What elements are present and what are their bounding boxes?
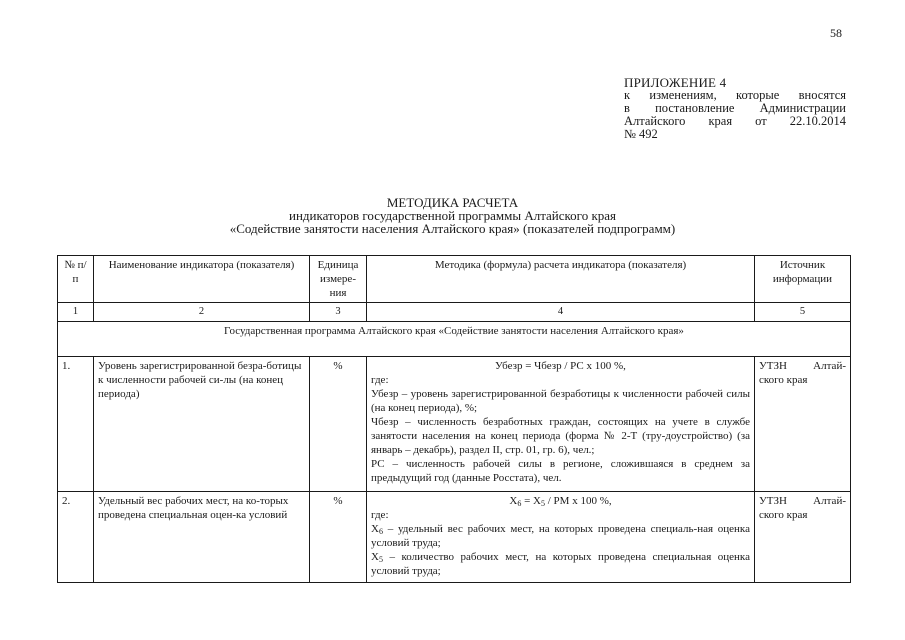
table-header-row [58, 256, 851, 303]
row-name: Уровень зарегистрированной безра-ботицы к численности рабочей си-лы (на конец периода) [94, 357, 310, 492]
appendix-line: в постановление Администрации [624, 101, 846, 115]
formula-symbol: X [509, 495, 518, 507]
formula-subscript: 6 [378, 527, 383, 536]
appendix-line: № 492 [624, 127, 658, 141]
method-line [371, 522, 750, 550]
heading-line: индикаторов государственной программы Алтайского края [288, 208, 617, 223]
method-line: Убезр – уровень зарегистрированной безработицы к численности рабочей силы (на конец периода), %; [371, 388, 750, 414]
table-row [58, 357, 851, 492]
formula-rest: / РМ х 100 %, [545, 495, 612, 507]
column-number: 4 [367, 303, 755, 322]
document-heading [0, 196, 905, 235]
column-number: 5 [755, 303, 851, 322]
row-num: 1. [58, 357, 94, 492]
appendix-line: Алтайского края от 22.10.2014 [624, 114, 846, 128]
section-row [58, 322, 851, 357]
row-formula: Убезр = Чбезр / РС х 100 %, [495, 360, 626, 372]
row-source: УТЗН Алтай-ского края [755, 357, 851, 492]
formula-symbol: X [371, 523, 379, 535]
row-name: Удельный вес рабочих мест, на ко-торых проведена специальная оцен-ка условий [94, 492, 310, 583]
section-title: Государственная программа Алтайского края «Содействие занятости населения Алтайского края» [58, 322, 851, 357]
method-text: – удельный вес рабочих мест, на которых проведена специаль-ная оценка условий труда; [371, 523, 750, 549]
page-number: 58 [830, 26, 842, 40]
method-where: где: [371, 509, 389, 521]
method-line [371, 550, 750, 578]
formula-subscript: 6 [517, 499, 522, 508]
method-line: РС – численность рабочей силы в регионе, сложившаяся в среднем за предыдущий год (данные Росстата), чел. [371, 458, 750, 484]
method-where: где: [371, 374, 389, 386]
formula-subscript: 5 [378, 555, 383, 564]
formula-symbol: X [371, 551, 379, 563]
row-method [367, 492, 755, 583]
indicators-table [57, 255, 851, 583]
row-method [367, 357, 755, 492]
row-unit: % [310, 357, 367, 492]
row-source: УТЗН Алтай-ского края [755, 492, 851, 583]
heading-title: МЕТОДИКА РАСЧЕТА [386, 195, 519, 210]
appendix-block [624, 76, 846, 141]
method-line: Чбезр – численность безработных граждан, состоящих на учете в службе занятости населения на конец периода (форма № 2-Т (тру-доустройство) (за январь – декабрь), раздел II, стр. 01, гр. 6), чел.; [371, 416, 750, 456]
header-name: Наименование индикатора (показателя) [94, 256, 310, 303]
header-source: Источник информации [755, 256, 851, 303]
table-row [58, 492, 851, 583]
header-method: Методика (формула) расчета индикатора (показателя) [367, 256, 755, 303]
appendix-line: к изменениям, которые вносятся [624, 88, 846, 102]
column-number: 1 [58, 303, 94, 322]
column-number: 2 [94, 303, 310, 322]
row-formula [371, 494, 750, 508]
formula-subscript: 5 [541, 499, 545, 508]
row-num: 2. [58, 492, 94, 583]
method-text: – количество рабочих мест, на которых проведена специальная оценка условий труда; [371, 551, 750, 577]
formula-symbol: X [533, 495, 541, 507]
column-number-row [58, 303, 851, 322]
appendix-title: ПРИЛОЖЕНИЕ 4 [624, 75, 727, 90]
header-num: № п/п [58, 256, 94, 303]
header-unit: Единица измере-ния [310, 256, 367, 303]
column-number: 3 [310, 303, 367, 322]
heading-line: «Содействие занятости населения Алтайского края» (показателей подпрограмм) [229, 221, 676, 236]
row-unit: % [310, 492, 367, 583]
formula-equals: = [521, 495, 534, 507]
